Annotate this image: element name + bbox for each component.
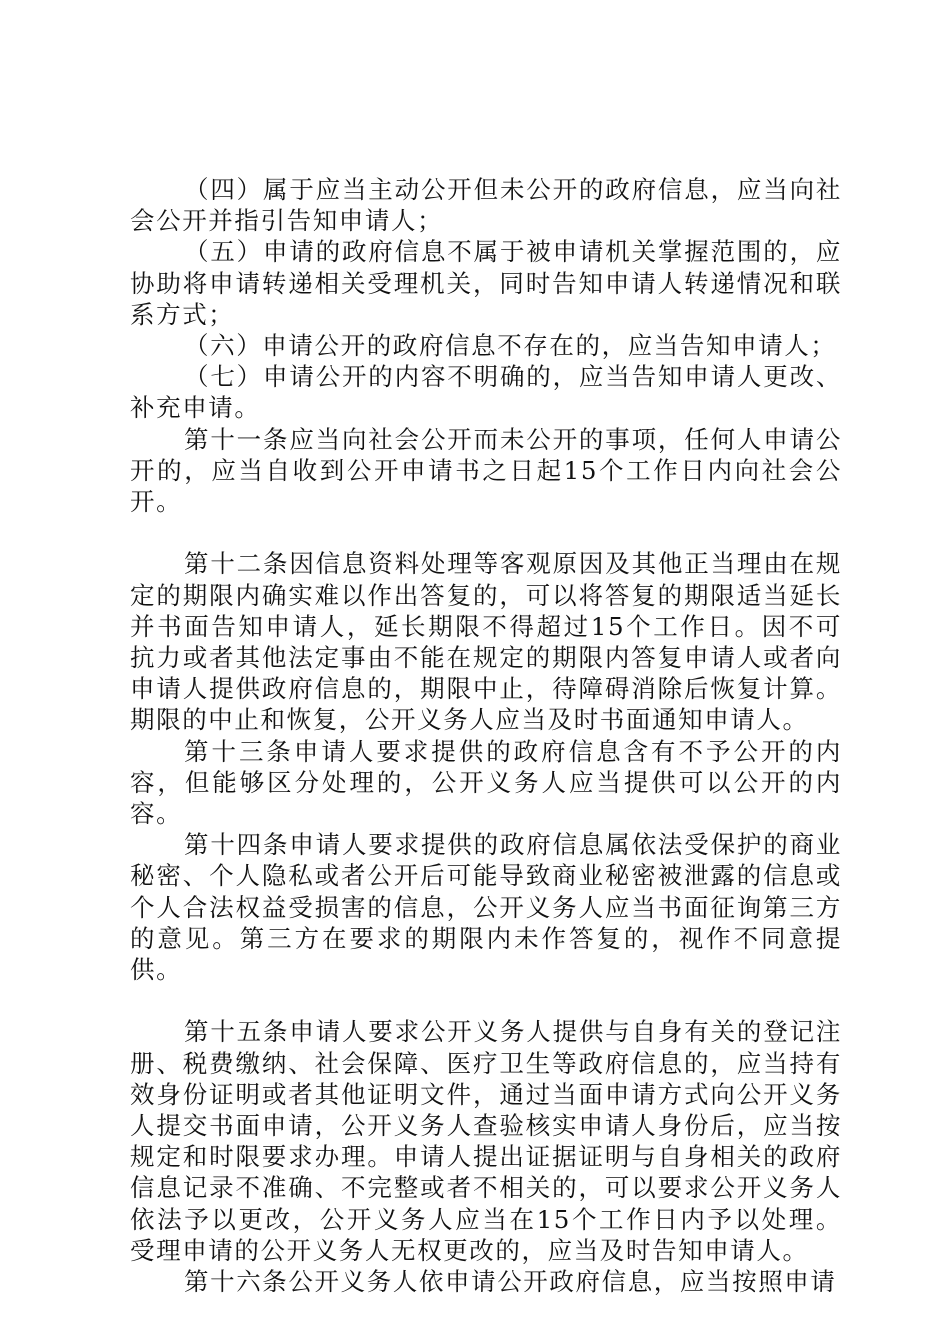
paragraph-article-11: 第十一条应当向社会公开而未公开的事项，任何人申请公开的，应当自收到公开申请书之日起15个工作日内向社会公开。 bbox=[130, 424, 842, 517]
paragraph-article-16: 第十六条公开义务人依申请公开政府信息，应当按照申请 bbox=[184, 1267, 837, 1297]
paragraph-spacer bbox=[130, 985, 842, 1016]
paragraph-article-14: 第十四条申请人要求提供的政府信息属依法受保护的商业秘密、个人隐私或者公开后可能导致商业秘密被泄露的信息或个人合法权益受损害的信息，公开义务人应当书面征询第三方的意见。第三方在要求的期限内未作答复的，视作不同意提供。 bbox=[130, 830, 842, 985]
paragraph-item-7: （七）申请公开的内容不明确的，应当告知申请人更改、补充申请。 bbox=[130, 362, 842, 423]
paragraph-item-4: （四）属于应当主动公开但未公开的政府信息，应当向社会公开并指引告知申请人； bbox=[130, 175, 842, 236]
paragraph-article-12: 第十二条因信息资料处理等客观原因及其他正当理由在规定的期限内确实难以作出答复的，可以将答复的期限适当延长并书面告知申请人，延长期限不得超过15个工作日。因不可抗力或者其他法定事由不能在规定的期限内答复申请人或者向申请人提供政府信息的，期限中止，待障碍消除后恢复计算。期限的中止和恢复，公开义务人应当及时书面通知申请人。 bbox=[130, 549, 842, 735]
paragraph-article-13: 第十三条申请人要求提供的政府信息含有不予公开的内容，但能够区分处理的，公开义务人应当提供可以公开的内容。 bbox=[130, 736, 842, 829]
paragraph-spacer bbox=[130, 517, 842, 548]
paragraph-article-15: 第十五条申请人要求公开义务人提供与自身有关的登记注册、税费缴纳、社会保障、医疗卫生等政府信息的，应当持有效身份证明或者其他证明文件，通过当面申请方式向公开义务人提交书面申请，公开义务人查验核实申请人身份后，应当按规定和时限要求办理。申请人提出证据证明与自身相关的政府信息记录不准确、不完整或者不相关的，可以要求公开义务人依法予以更改，公开义务人应当在15个工作日内予以处理。受理申请的公开义务人无权更改的，应当及时告知申请人。 bbox=[130, 1017, 842, 1265]
paragraph-item-5: （五）申请的政府信息不属于被申请机关掌握范围的，应协助将申请转递相关受理机关，同时告知申请人转递情况和联系方式； bbox=[130, 237, 842, 329]
paragraph-item-6: （六）申请公开的政府信息不存在的，应当告知申请人； bbox=[184, 331, 837, 361]
document-body bbox=[130, 174, 842, 1297]
